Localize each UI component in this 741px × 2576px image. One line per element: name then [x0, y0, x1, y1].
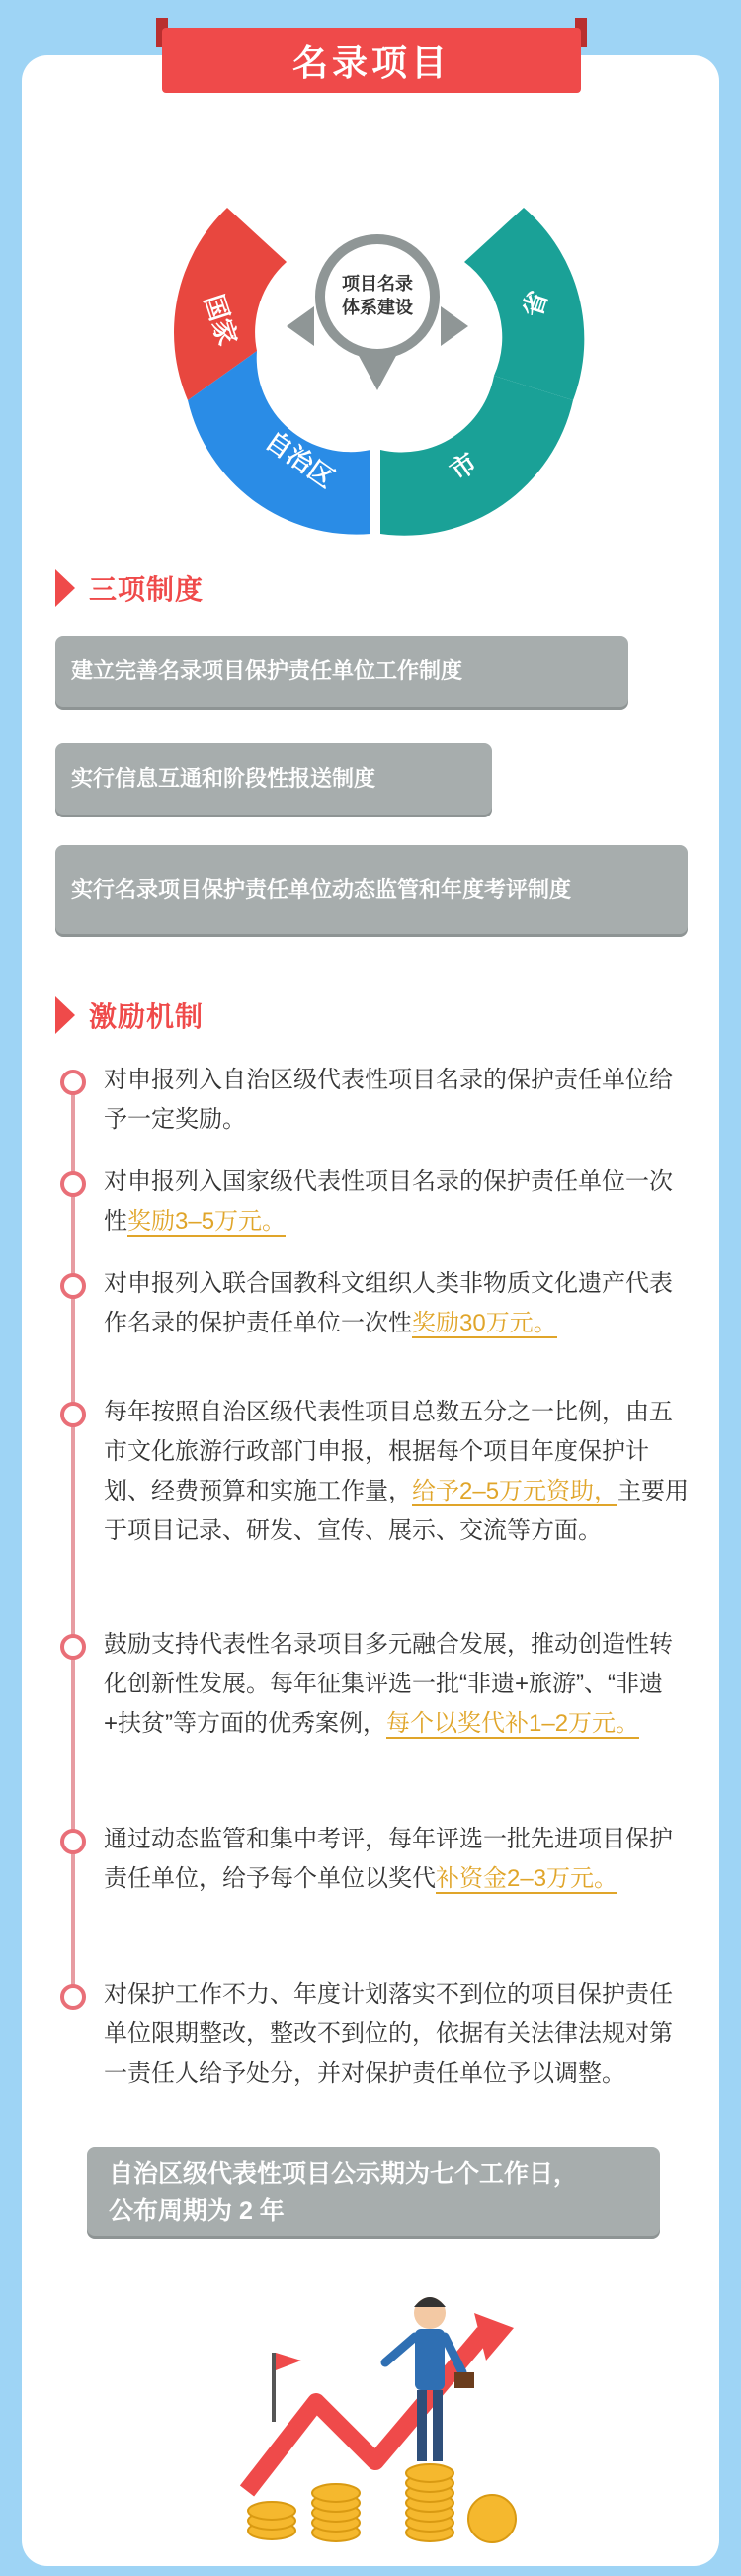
timeline-dot: [60, 1634, 86, 1660]
notice-line1: 自治区级代表性项目公示期为七个工作日，: [109, 2160, 579, 2188]
center-label-line1: 项目名录: [342, 274, 413, 294]
item-text: 通过动态监管和集中考评，每年评选一批先进项目保护责任单位，给予每个单位以奖代: [104, 1826, 673, 1892]
label-national: 国家: [199, 291, 243, 350]
center-label-line2: 体系建设: [342, 298, 413, 317]
item-highlight: 奖励3–5万元。: [127, 1208, 287, 1235]
directory-system-wheel: [148, 178, 603, 544]
label-city: 市: [444, 447, 483, 486]
segment-city: [380, 376, 573, 536]
incentive-item: [104, 1264, 692, 1343]
incentive-item: [104, 1625, 692, 1744]
arrow-left-icon: [287, 306, 314, 346]
timeline-dot: [60, 1402, 86, 1427]
growth-illustration: [227, 2274, 553, 2560]
timeline-dot: [60, 1829, 86, 1854]
label-province: 省: [517, 287, 554, 321]
arrow-down-icon: [358, 354, 397, 390]
section-incentives: [55, 995, 204, 1035]
arrow-right-icon: [441, 306, 468, 346]
system-item: 实行信息互通和阶段性报送制度: [55, 743, 492, 815]
item-text: 对申报列入自治区级代表性项目名录的保护责任单位给予一定奖励。: [104, 1067, 673, 1133]
center-ring: [320, 239, 435, 354]
incentive-item: [104, 1820, 692, 1899]
incentive-item: [104, 1393, 692, 1551]
label-autonomous-region: 自治区: [260, 425, 341, 494]
section-heading: 激励机制: [89, 1001, 205, 1032]
item-highlight: 每个以奖代补1–2万元。: [386, 1710, 640, 1737]
item-text-post: 主要用于项目记录、研发、宣传、展示、交流等方面。: [104, 1478, 690, 1544]
page-title: 名录项目: [162, 28, 581, 93]
item-highlight: 给予2–5万元资助，: [412, 1478, 618, 1504]
incentive-item: [104, 1975, 692, 2094]
title-banner: [156, 18, 587, 101]
triangle-icon: [55, 569, 75, 607]
section-three-systems: [55, 568, 204, 608]
triangle-icon: [55, 996, 75, 1034]
notice-line2: 公布周期为 2 年: [109, 2197, 285, 2225]
section-heading: 三项制度: [89, 574, 205, 605]
item-text: 鼓励支持代表性名录项目多元融合发展，推动创造性转化创新性发展。每年征集评选一批“非遗+旅游”、“非遗+扶贫”等方面的优秀案例，: [104, 1631, 673, 1737]
timeline-line: [71, 1082, 75, 2002]
notice-box: [87, 2147, 660, 2236]
incentive-item: [104, 1162, 692, 1242]
item-text: 对申报列入联合国教科文组织人类非物质文化遗产代表作名录的保护责任单位一次性: [104, 1270, 673, 1336]
item-text: 对申报列入国家级代表性项目名录的保护责任单位一次性: [104, 1168, 673, 1235]
timeline-dot: [60, 1070, 86, 1095]
system-item: 建立完善名录项目保护责任单位工作制度: [55, 636, 628, 707]
item-highlight: 奖励30万元。: [412, 1310, 557, 1336]
item-highlight: 补资金2–3万元。: [436, 1865, 618, 1892]
item-text: 每年按照自治区级代表性项目总数五分之一比例，由五市文化旅游行政部门申报，根据每个项目年度保护计划、经费预算和实施工作量，: [104, 1399, 673, 1504]
timeline-dot: [60, 1984, 86, 2010]
coin-stack-icon: [248, 2464, 516, 2542]
businessman-icon: [272, 2297, 474, 2461]
incentive-item: [104, 1061, 692, 1140]
item-text: 对保护工作不力、年度计划落实不到位的项目保护责任单位限期整改，整改不到位的，依据有关法律法规对第一责任人给予处分，并对保护责任单位予以调整。: [104, 1981, 673, 2087]
system-item: 实行名录项目保护责任单位动态监管和年度考评制度: [55, 845, 688, 934]
timeline-dot: [60, 1273, 86, 1299]
timeline-dot: [60, 1171, 86, 1197]
